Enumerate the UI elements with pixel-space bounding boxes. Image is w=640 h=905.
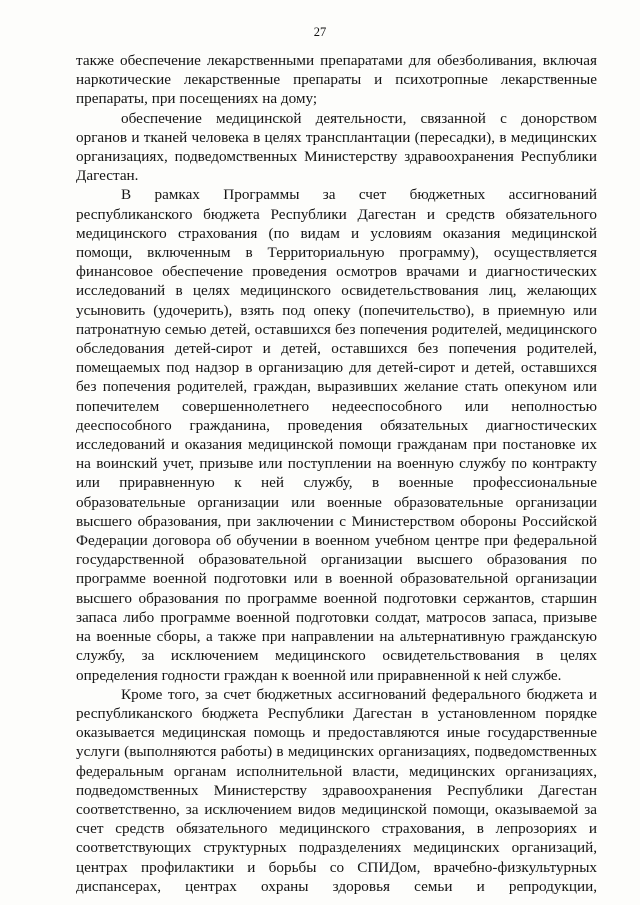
paragraph-continuation: также обеспечение лекарственными препаратами для обезболивания, включая наркотические лекарственные препараты и психотропные лекарственные препараты, при посещениях на дому; <box>76 52 597 108</box>
page-number: 27 <box>313 25 327 39</box>
document-body <box>76 51 597 896</box>
paragraph-federal-budget: Кроме того, за счет бюджетных ассигнований федерального бюджета и республиканского бюджета Республики Дагестан в установленном порядке оказывается медицинская помощь и предоставляются иные государственные услуги (выполняются работы) в медицинских организациях, подведомственных федеральным органам исполнительной власти, медицинских организациях, подведомственных Министерству здравоохранения Республики Дагестан соответственно, за исключением видов медицинской помощи, оказываемой за счет средств обязательного медицинского страхования, в лепрозориях и соответствующих структурных подразделениях медицинских организаций, центрах профилактики и борьбы со СПИДом, врачебно-физкультурных диспансерах, центрах охраны здоровья семьи и репродукции, <box>76 685 597 895</box>
paragraph-donation-transplant: обеспечение медицинской деятельности, связанной с донорством органов и тканей человека в целях трансплантации (пересадки), в медицинских организациях, подведомственных Министерству здравоохранения Республики Дагестан. <box>76 109 597 185</box>
paragraph-program-financing: В рамках Программы за счет бюджетных ассигнований республиканского бюджета Республики Дагестан и средств обязательного медицинского страхования (по видам и условиям оказания медицинской помощи, включенным в Территориальную программу), осуществляется финансовое обеспечение проведения осмотров врачами и диагностических исследований в целях медицинского освидетельствования лиц, желающих усыновить (удочерить), взять под опеку (попечительство), в приемную или патронатную семью детей, оставшихся без попечения родителей, медицинского обследования детей-сирот и детей, оставшихся без попечения родителей, помещаемых под надзор в организацию для детей-сирот и детей, оставшихся без попечения родителей, граждан, выразивших желание стать опекуном или попечителем совершеннолетнего недееспособного или неполностью дееспособного гражданина, проведения обязательных диагностических исследований и оказания медицинской помощи гражданам при постановке их на воинский учет, призыве или поступлении на военную службу по контракту или приравненную к ней службу, в военные профессиональные образовательные организации или военные образовательные организации высшего образования, при заключении с Министерством обороны Российской Федерации договора об обучении в военном учебном центре при федеральной государственной образовательной организации высшего образования по программе военной подготовки или в военной образовательной организации высшего образования по программе военной подготовки сержантов, старшин запаса либо программе военной подготовки солдат, матросов запаса, призыве на военные сборы, а также при направлении на альтернативную гражданскую службу, за исключением медицинского освидетельствования в целях определения годности граждан к военной или приравненной к ней службе. <box>76 186 597 684</box>
